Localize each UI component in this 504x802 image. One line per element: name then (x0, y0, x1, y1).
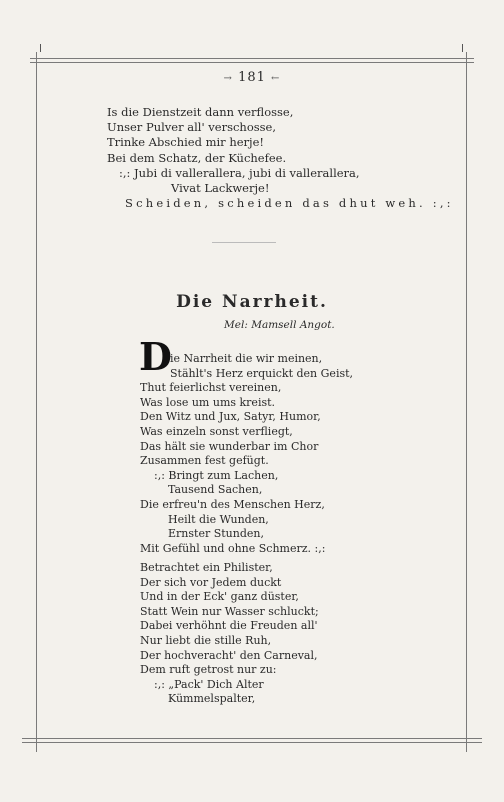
verse-line: Ernster Stunden, (168, 527, 264, 541)
previous-song-stanza (107, 105, 454, 211)
verse-line: Thut feierlichst vereinen, (140, 381, 282, 395)
verse-line: Trinke Abschied mir herje! (107, 135, 265, 150)
page-number-value: 181 (238, 70, 266, 85)
verse-line: Bei dem Schatz, der Küchefee. (107, 150, 287, 165)
verse-line: Unser Pulver all' verschosse, (107, 120, 277, 135)
verse-line: Betrachtet ein Philister, (140, 561, 273, 574)
verse-line: Is die Dienstzeit dann verflosse, (107, 105, 294, 119)
section-divider (212, 242, 276, 243)
frame-left-rule (36, 52, 37, 752)
frame-corner-tick (40, 44, 41, 52)
drop-cap: D (139, 334, 172, 379)
page-number (0, 70, 504, 85)
verse-line: Dem ruft getrost nur zu: (140, 663, 277, 677)
verse-line: Dabei verhöhnt die Freuden all' (140, 619, 318, 633)
verse-line: Vivat Lackwerje! (171, 181, 270, 196)
stanza-2 (140, 561, 319, 707)
verse-line: Heilt die Wunden, (168, 512, 269, 526)
stanza-1 (140, 352, 353, 556)
verse-line: Die erfreu'n des Menschen Herz, (140, 497, 325, 511)
frame-bottom-rule (22, 738, 482, 739)
verse-line: Der sich vor Jedem duckt (140, 575, 282, 589)
verse-line: Stählt's Herz erquickt den Geist, (170, 366, 354, 380)
verse-line: ie Narrheit die wir meinen, (170, 352, 323, 365)
verse-line: Und in der Eck' ganz düster, (140, 590, 299, 604)
verse-line: Nur liebt die stille Ruh, (140, 633, 272, 647)
verse-line: Statt Wein nur Wasser schluckt; (140, 604, 319, 618)
verse-line: Mit Gefühl und ohne Schmerz. :,: (140, 541, 326, 555)
frame-bottom-rule-inner (22, 742, 482, 743)
verse-line: :,: „Pack' Dich Alter (154, 677, 264, 691)
verse-line: Das hält sie wunderbar im Chor (140, 439, 319, 453)
verse-line: Den Witz und Jux, Satyr, Humor, (140, 410, 321, 424)
song-title: Die Narrheit. (176, 292, 328, 312)
frame-right-rule (466, 52, 467, 752)
verse-line: Der hochveracht' den Carneval, (140, 648, 318, 662)
frame-top-rule (30, 58, 474, 59)
verse-line: Tausend Sachen, (168, 483, 263, 497)
verse-line: Zusammen fest gefügt. (140, 454, 269, 468)
verse-line: Was einzeln sonst verfliegt, (140, 424, 293, 438)
verse-line: Was lose um ums kreist. (140, 395, 276, 409)
melody-note: Mel: Mamsell Angot. (224, 319, 335, 331)
frame-top-rule-inner (30, 62, 474, 63)
ornament-right-icon: ← (271, 73, 281, 84)
verse-line: Kümmelspalter, (168, 692, 256, 706)
frame-corner-tick (462, 44, 463, 52)
verse-line: Scheiden, scheiden das dhut weh. :,: (125, 196, 454, 211)
verse-line: :,: Bringt zum Lachen, (154, 468, 279, 482)
verse-line: :,: Jubi di vallerallera, jubi di vallerallera, (119, 165, 360, 180)
ornament-left-icon: → (223, 73, 233, 84)
